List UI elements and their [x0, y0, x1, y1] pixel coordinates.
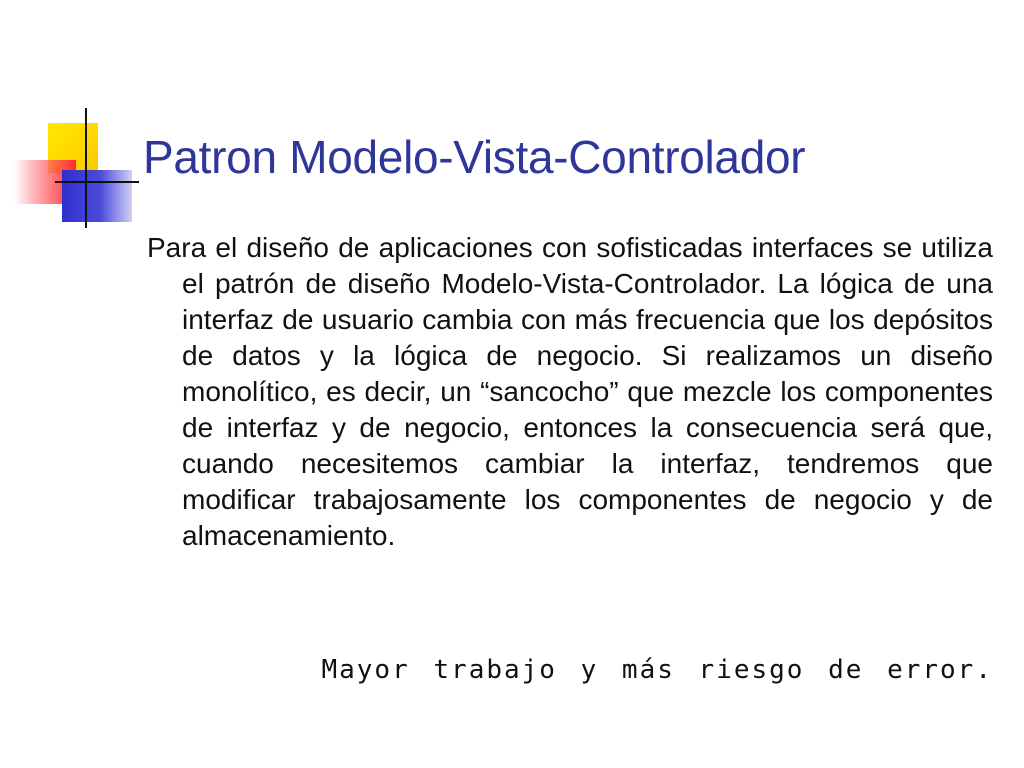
conclusion-text: Mayor trabajo y más riesgo de error. [321, 655, 993, 685]
slide-title: Patron Modelo-Vista-Controlador [143, 131, 806, 183]
horizontal-line-shape [55, 181, 139, 183]
vertical-line-shape [85, 108, 87, 228]
decorative-squares-logo [0, 0, 140, 240]
blue-square-shape [62, 170, 132, 222]
body-paragraph: Para el diseño de aplicaciones con sofisticadas interfaces se utiliza el patrón de diseño Modelo-Vista-Controlador. La lógica de una interfaz de usuario cambia con más frecuencia que los depósitos de datos y la lógica de negocio. Si realizamos un diseño monolítico, es decir, un “sancocho” que mezcle los componentes de interfaz y de negocio, entonces la consecuencia será que, cuando necesitemos cambiar la interfaz, tendremos que modificar trabajosamente los componentes de negocio y de almacenamiento. [147, 232, 993, 551]
